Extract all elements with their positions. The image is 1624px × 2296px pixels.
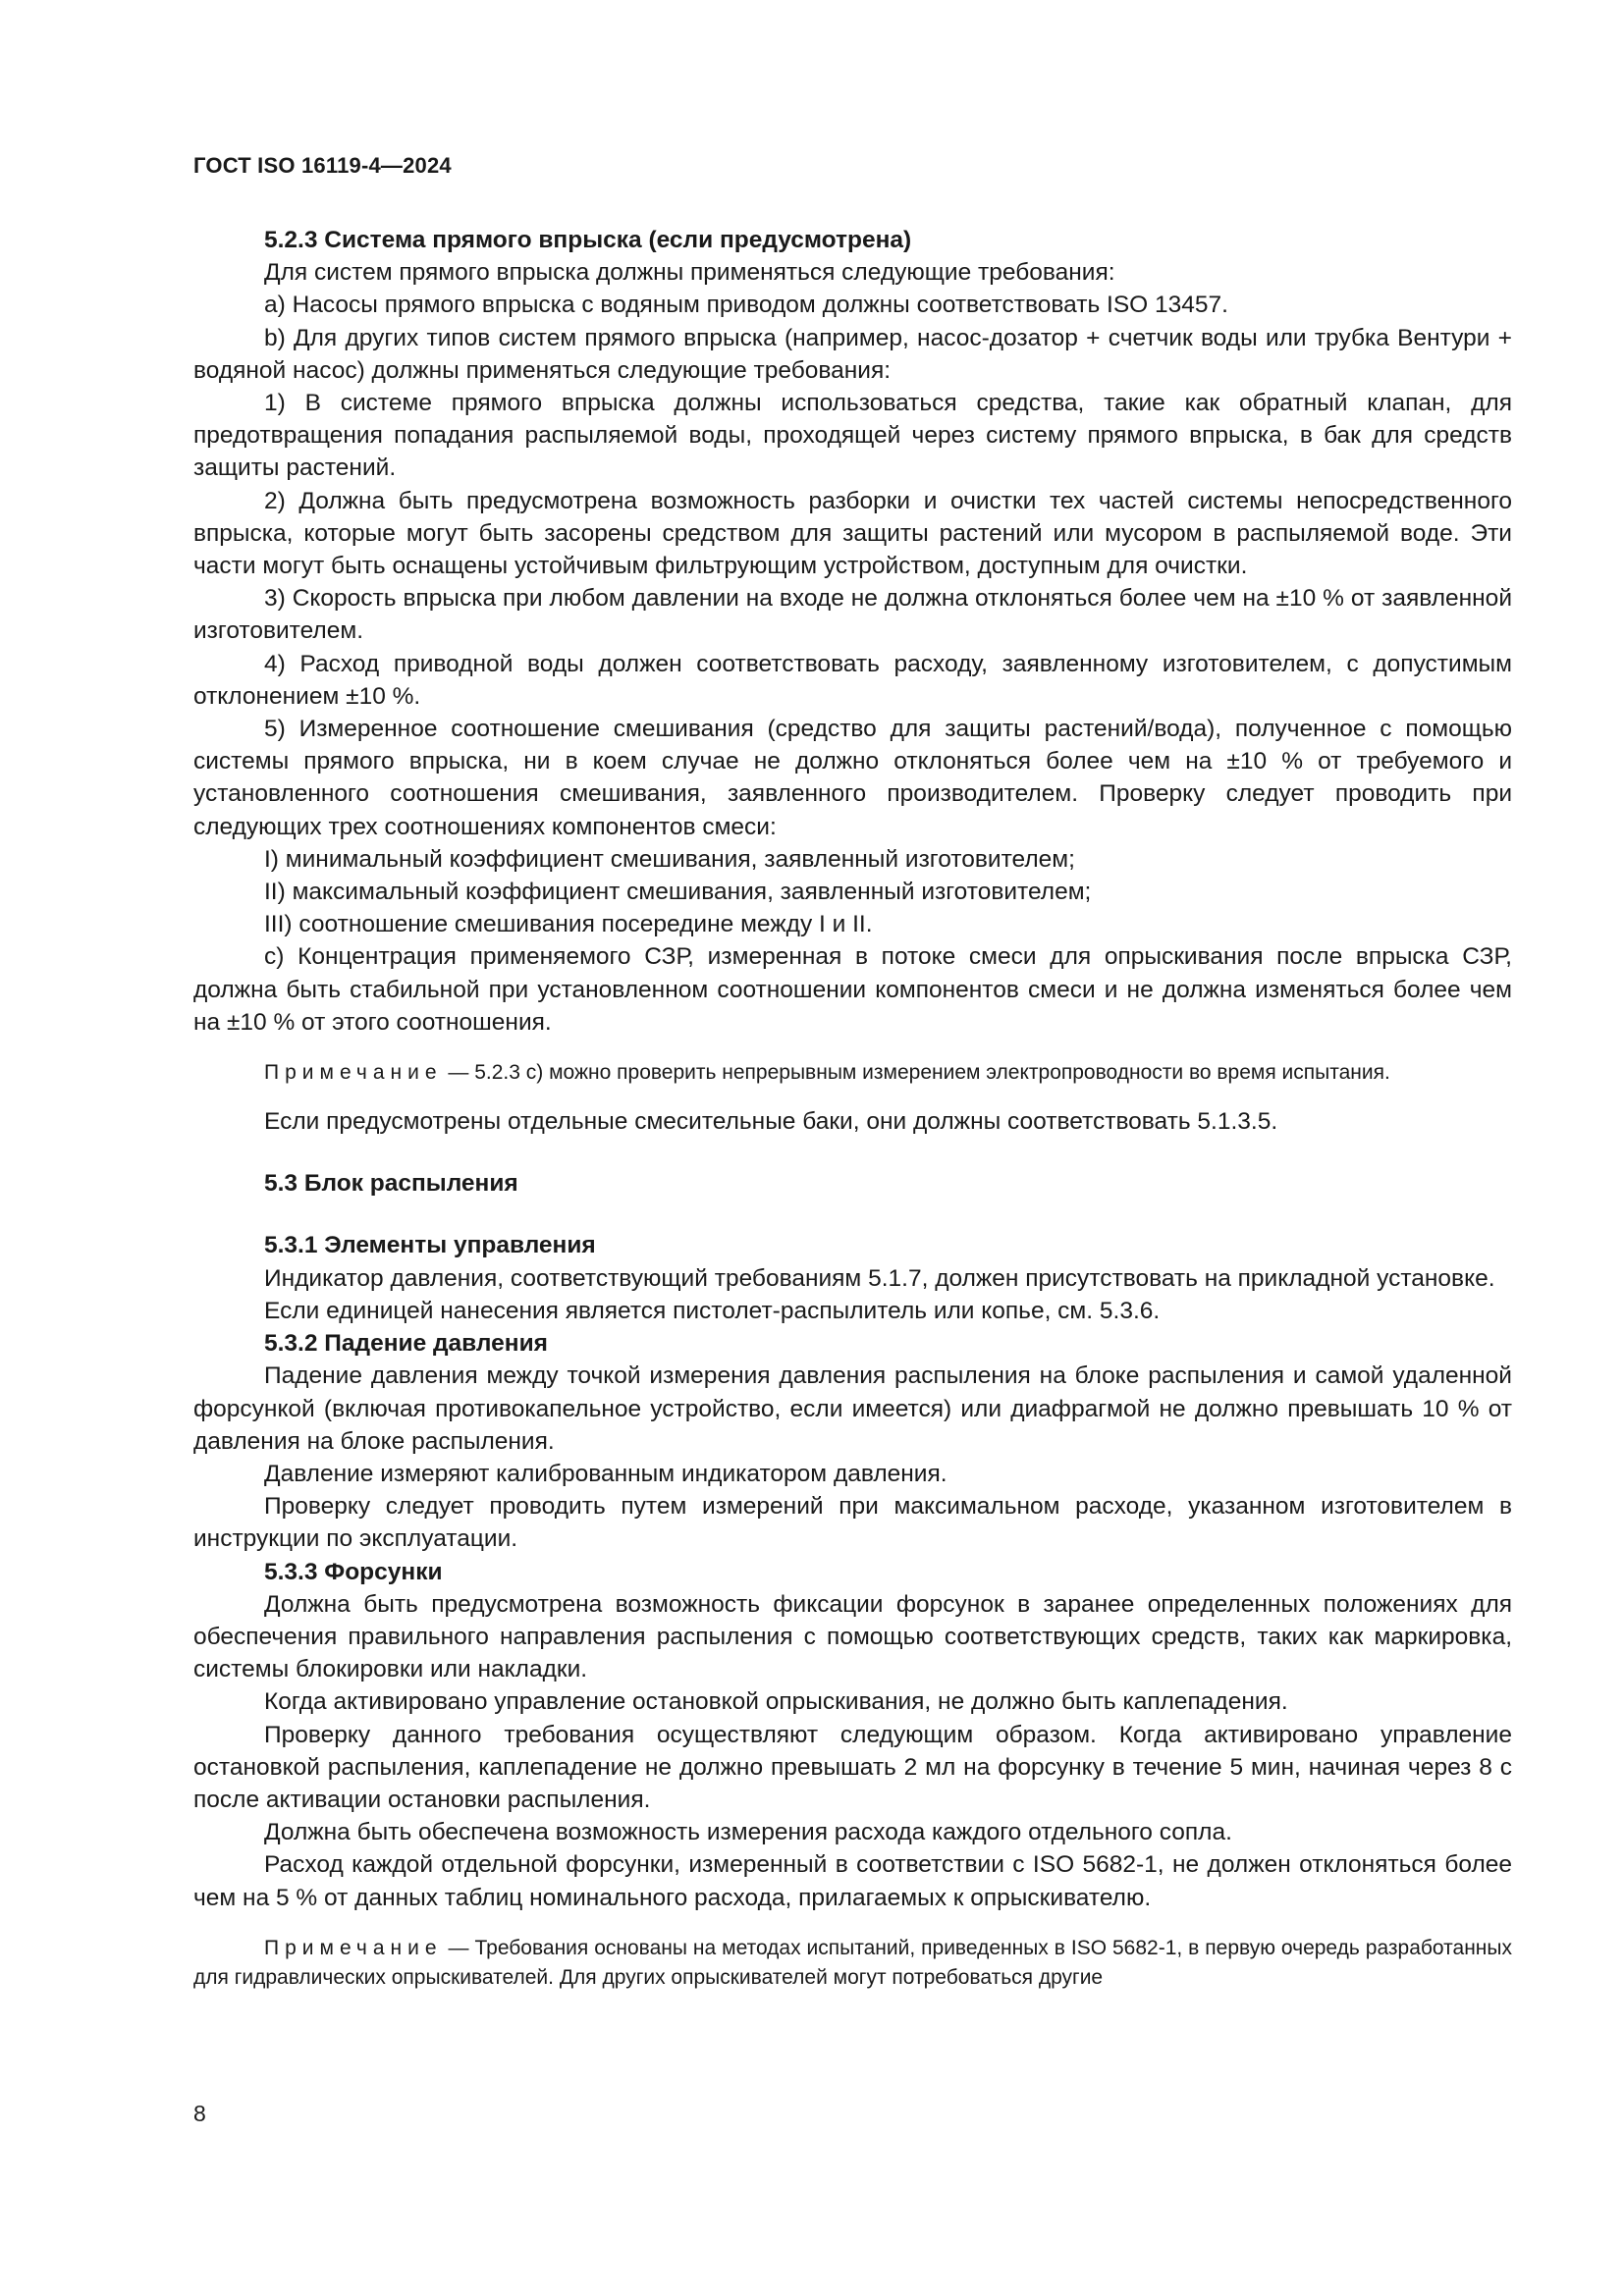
list-item-b: b) Для других типов систем прямого впрыска (например, насос-дозатор + счетчик воды или трубка Вентури + водяной насос) должны применяться следующие требования:: [193, 324, 1512, 384]
section-5-3-heading: 5.3 Блок распыления: [264, 1170, 518, 1198]
sub-item-iii: III) соотношение смешивания посередине между I и II.: [264, 911, 873, 938]
sub-item-ii: II) максимальный коэффициент смешивания, заявленный изготовителем;: [264, 879, 1092, 906]
paragraph: Для систем прямого впрыска должны применяться следующие требования:: [264, 259, 1115, 287]
list-item-b2: 2) Должна быть предусмотрена возможность разборки и очистки тех частей системы непосредственного впрыска, которые могут быть засорены средством для защиты растений или мусором в распыляемой воде. Эти части могут быть оснащены устойчивым фильтрующим устройством, доступным для очистки.: [193, 487, 1512, 580]
paragraph: Когда активировано управление остановкой опрыскивания, не должно быть каплепадения.: [264, 1688, 1288, 1716]
paragraph: Индикатор давления, соответствующий требованиям 5.1.7, должен присутствовать на прикладной установке.: [264, 1264, 1495, 1292]
list-item-b1: 1) В системе прямого впрыска должны использоваться средства, такие как обратный клапан, для предотвращения попадания распыляемой воды, проходящей через систему прямого впрыска, в бак для средств защиты растений.: [193, 390, 1512, 482]
list-item-b3: 3) Скорость впрыска при любом давлении на входе не должна отклоняться более чем на ±10 % от заявленной изготовителем.: [193, 585, 1512, 645]
paragraph: Расход каждой отдельной форсунки, измеренный в соответствии с ISO 5682-1, не должен отклоняться более чем на 5 % от данных таблиц номинального расхода, прилагаемых к опрыскивателю.: [193, 1851, 1512, 1911]
paragraph: Должна быть предусмотрена возможность фиксации форсунок в заранее определенных положениях для обеспечения правильного направления распыления с помощью соответствующих средств, таких как маркировка, системы блокировки или накладки.: [193, 1590, 1512, 1683]
note-label: Примечание: [264, 1061, 443, 1085]
sub-item-i: I) минимальный коэффициент смешивания, заявленный изготовителем;: [264, 845, 1075, 873]
document-code-header: ГОСТ ISO 16119-4—2024: [193, 153, 452, 178]
note-text: — 5.2.3 c) можно проверить непрерывным измерением электропроводности во время испытания.: [448, 1061, 1390, 1085]
paragraph: Должна быть обеспечена возможность измерения расхода каждого отдельного сопла.: [264, 1819, 1232, 1846]
note-text: — Требования основаны на методах испытаний, приведенных в ISO 5682-1, в первую очередь разработанных для гидравлических опрыскивателей. Для других опрыскивателей могут потребоваться другие: [193, 1936, 1512, 1989]
note-label: Примечание: [264, 1936, 443, 1959]
section-5-3-2-heading: 5.3.2 Падение давления: [264, 1330, 548, 1358]
note-2: [193, 1934, 1512, 1993]
list-item-b5: 5) Измеренное соотношение смешивания (средство для защиты растений/вода), полученное с помощью системы прямого впрыска, ни в коем случае не должно отклоняться более чем на ±10 % от требуемого и установленного соотношения смешивания, заявленного производителем. Проверку следует проводить при следующих трех соотношениях компонентов смеси:: [193, 716, 1512, 840]
paragraph: Проверку данного требования осуществляют следующим образом. Когда активировано управление остановкой распыления, каплепадение не должно превышать 2 мл на форсунку в течение 5 мин, начиная через 8 с после активации остановки распыления.: [193, 1721, 1512, 1813]
paragraph: Падение давления между точкой измерения давления распыления на блоке распыления и самой удаленной форсункой (включая противокапельное устройство, если имеется) или диафрагмой не должно превышать 10 % от давления на блоке распыления.: [193, 1362, 1512, 1455]
paragraph: Проверку следует проводить путем измерений при максимальном расходе, указанном изготовителем в инструкции по эксплуатации.: [193, 1493, 1512, 1553]
section-5-2-3-heading: 5.2.3 Система прямого впрыска (если предусмотрена): [264, 227, 912, 253]
page-number: 8: [193, 2101, 206, 2126]
paragraph: Если единицей нанесения является пистолет-распылитель или копье, см. 5.3.6.: [264, 1297, 1161, 1324]
document-body: [193, 224, 1512, 2010]
list-item-b4: 4) Расход приводной воды должен соответствовать расходу, заявленному изготовителем, с допустимым отклонением ±10 %.: [193, 650, 1512, 710]
section-5-3-1-heading: 5.3.1 Элементы управления: [264, 1232, 596, 1259]
list-item-a: a) Насосы прямого впрыска с водяным приводом должны соответствовать ISO 13457.: [264, 292, 1228, 319]
paragraph: Если предусмотрены отдельные смесительные баки, они должны соответствовать 5.1.3.5.: [264, 1108, 1278, 1136]
list-item-c: c) Концентрация применяемого СЗР, измеренная в потоке смеси для опрыскивания после впрыска СЗР, должна быть стабильной при установленном соотношении компонентов смеси и не должна изменяться более чем на ±10 % от этого соотношения.: [193, 943, 1512, 1036]
note-1: [193, 1058, 1512, 1088]
paragraph: Давление измеряют калиброванным индикатором давления.: [264, 1460, 947, 1487]
section-5-3-3-heading: 5.3.3 Форсунки: [264, 1558, 443, 1585]
